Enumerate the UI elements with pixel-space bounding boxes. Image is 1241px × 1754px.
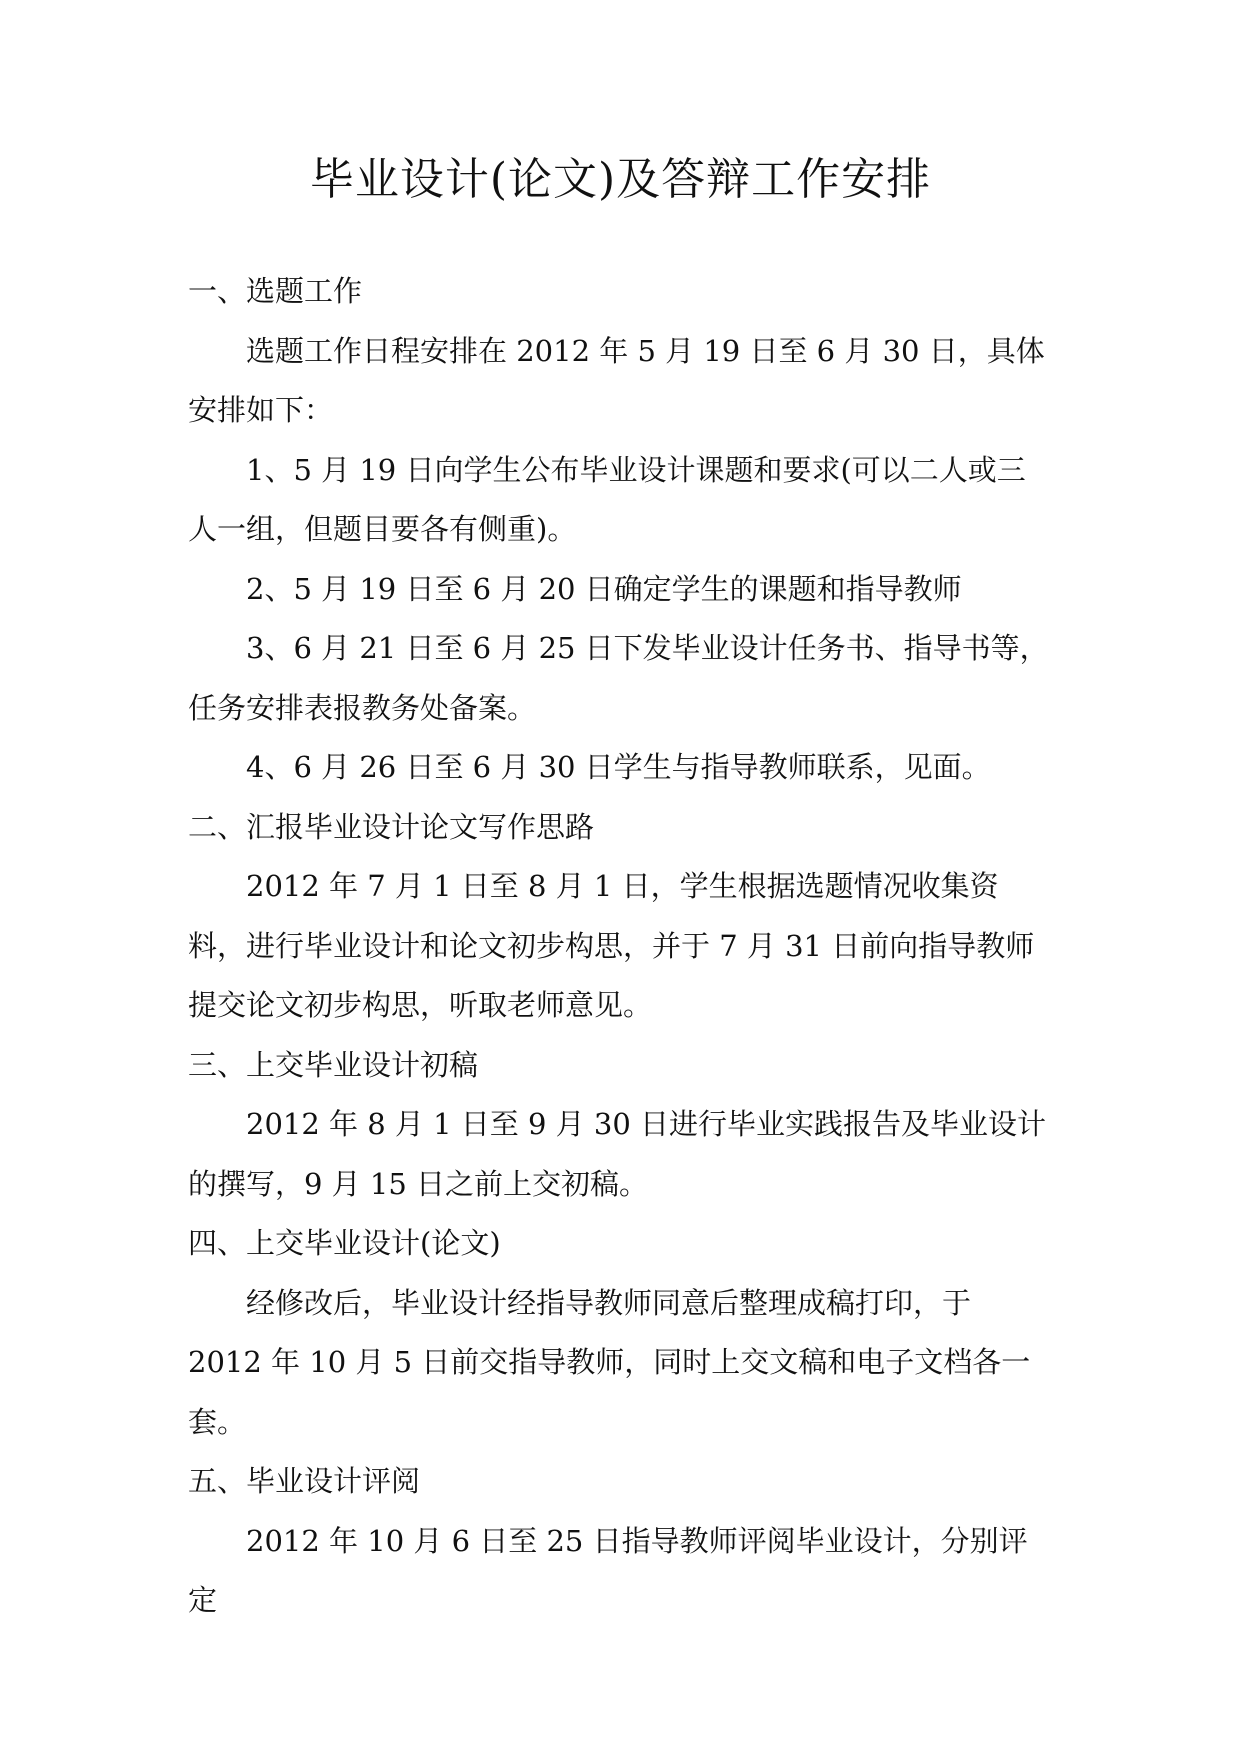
section-heading: 三、上交毕业设计初稿 <box>188 1047 479 1082</box>
paragraph: 1、5 月 19 日向学生公布毕业设计课题和要求(可以二人或三人一组，但题目要各有侧重)。 <box>188 452 1026 546</box>
paragraph: 2、5 月 19 日至 6 月 20 日确定学生的课题和指导教师 <box>246 571 962 606</box>
paragraph: 2012 年 10 月 6 日至 25 日指导教师评阅毕业设计，分别评定 <box>188 1523 1028 1617</box>
document-title: 毕业设计(论文)及答辩工作安排 <box>309 154 932 205</box>
section-heading: 一、选题工作 <box>188 274 363 308</box>
paragraph: 2012 年 7 月 1 日至 8 月 1 日，学生根据选题情况收集资料，进行毕业设计和论文初步构思，并于 7 月 31 日前向指导教师提交论文初步构思，听取老师意见。 <box>188 869 1035 1022</box>
paragraph: 3、6 月 21 日至 6 月 25 日下发毕业设计任务书、指导书等，任务安排表报教务处备案。 <box>188 631 1049 725</box>
paragraph: 4、6 月 26 日至 6 月 30 日学生与指导教师联系，见面。 <box>246 750 991 784</box>
section-heading: 二、汇报毕业设计论文写作思路 <box>188 809 595 844</box>
section-heading: 五、毕业设计评阅 <box>188 1464 421 1498</box>
paragraph: 2012 年 8 月 1 日至 9 月 30 日进行毕业实践报告及毕业设计的撰写，9 月 15 日之前上交初稿。 <box>188 1107 1047 1201</box>
document-body <box>188 262 1053 1631</box>
section-heading: 四、上交毕业设计(论文) <box>188 1226 501 1260</box>
paragraph: 经修改后，毕业设计经指导教师同意后整理成稿打印，于 2012 年 10 月 5 日前交指导教师，同时上交文稿和电子文档各一套。 <box>188 1285 1031 1439</box>
paragraph: 选题工作日程安排在 2012 年 5 月 19 日至 6 月 30 日，具体安排如下： <box>188 333 1045 427</box>
